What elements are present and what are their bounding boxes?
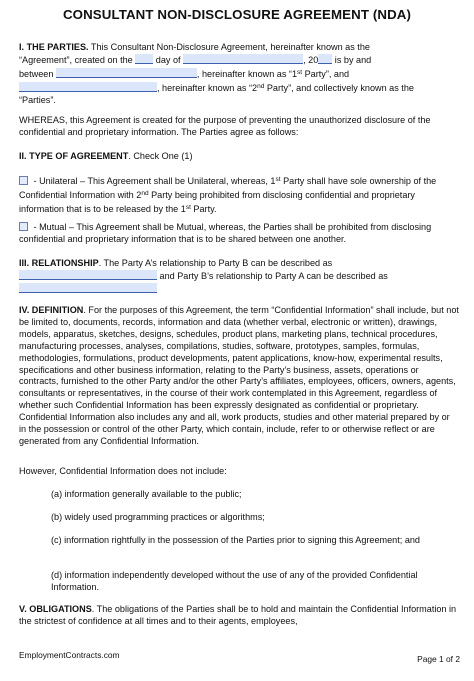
definition-section: IV. DEFINITION. For the purposes of this Agreement, the term “Confidential Information” shall include, but not be limited to, documents, records, information and data (whether verbal, electronic or written), drawings, models, apparatus, sketches, designs, schedules, product plans, marketing plans, technical procedures, manufacturing processes, analyses, compilations, studies, software, prototypes, samples, formulas, methodologies, formulations, product developments, patent applications, know-how, experimental results, specifications and other business information, relating to the Party’s business, assets, operations or contracts, furnished to the other Party and/or the other Party’s affiliates, employees, officers, owners, agents, consultants or representatives, in the course of their work contemplated in this Agreement, regardless of whether such Confidential Information has been expressly designated as confidential or proprietary. Confidential Information also includes any and all, work products, studies and other material prepared by or in the possession or control of the other Party, which contain, include, refer to or otherwise reflect or are generated from any Confidential Information. (19, 305, 459, 446)
second-party-field[interactable] (19, 82, 157, 92)
unilateral-checkbox[interactable] (19, 176, 28, 185)
parties-section: I. THE PARTIES. This Consultant Non-Disclosure Agreement, hereinafter known as the “Agreement”, created on the day of , 20 is by and between , hereinafter known as “1st Party”, and , hereinafter known as “2nd Party”, and collectively known as the “Parties”. (19, 42, 414, 105)
footer-site: EmploymentContracts.com (19, 650, 120, 660)
obligations-section: V. OBLIGATIONS. The obligations of the Parties shall be to hold and maintain the Confidential Information in the strictest of confidence at all times and to their agents, employees, (19, 604, 457, 626)
party-b-relationship-field[interactable] (19, 283, 157, 293)
unilateral-option: - Unilateral – This Agreement shall be Unilateral, whereas, 1st Party shall have sole ownership of the Confidential Information with 2nd Party being prohibited from disclosing confidential and proprietary information that is to be released by the 1st Party. (19, 176, 437, 214)
list-item: (c) information rightfully in the possession of the Parties prior to signing this Agreement; and (51, 535, 420, 545)
relationship-heading: III. RELATIONSHIP (19, 258, 99, 268)
type-heading: II. TYPE OF AGREEMENT (19, 151, 129, 161)
relationship-section: III. RELATIONSHIP. The Party A’s relationship to Party B can be described as and Party B’s relationship to Party A can be described as (19, 258, 459, 296)
mutual-option: - Mutual – This Agreement shall be Mutual, whereas, the Parties shall be prohibited from disclosing confidential and proprietary information that is to be shared between one another. (19, 222, 432, 244)
obligations-heading: V. OBLIGATIONS (19, 604, 92, 614)
month-field[interactable] (183, 54, 303, 64)
list-item: (b) widely used programming practices or algorithms; (51, 512, 265, 522)
whereas-paragraph: WHEREAS, this Agreement is created for the purpose of preventing the unauthorized disclosure of the confidential and proprietary information. The Parties agree as follows: (19, 115, 431, 137)
document-title: CONSULTANT NON-DISCLOSURE AGREEMENT (NDA) (62, 7, 412, 22)
definition-heading: IV. DEFINITION (19, 305, 84, 315)
list-item: (d) information independently developed without the use of any of the provided Confidential Information. (51, 570, 418, 592)
party-a-relationship-field[interactable] (19, 270, 157, 280)
day-field[interactable] (135, 54, 153, 64)
first-party-field[interactable] (56, 68, 197, 78)
year-field[interactable] (318, 54, 332, 64)
type-heading-line: II. TYPE OF AGREEMENT. Check One (1) (19, 151, 193, 161)
page-number: Page 1 of 2 (417, 654, 460, 664)
mutual-checkbox[interactable] (19, 222, 28, 231)
however-paragraph: However, Confidential Information does not include: (19, 466, 227, 476)
parties-heading: I. THE PARTIES. (19, 42, 89, 52)
list-item: (a) information generally available to the public; (51, 489, 242, 499)
